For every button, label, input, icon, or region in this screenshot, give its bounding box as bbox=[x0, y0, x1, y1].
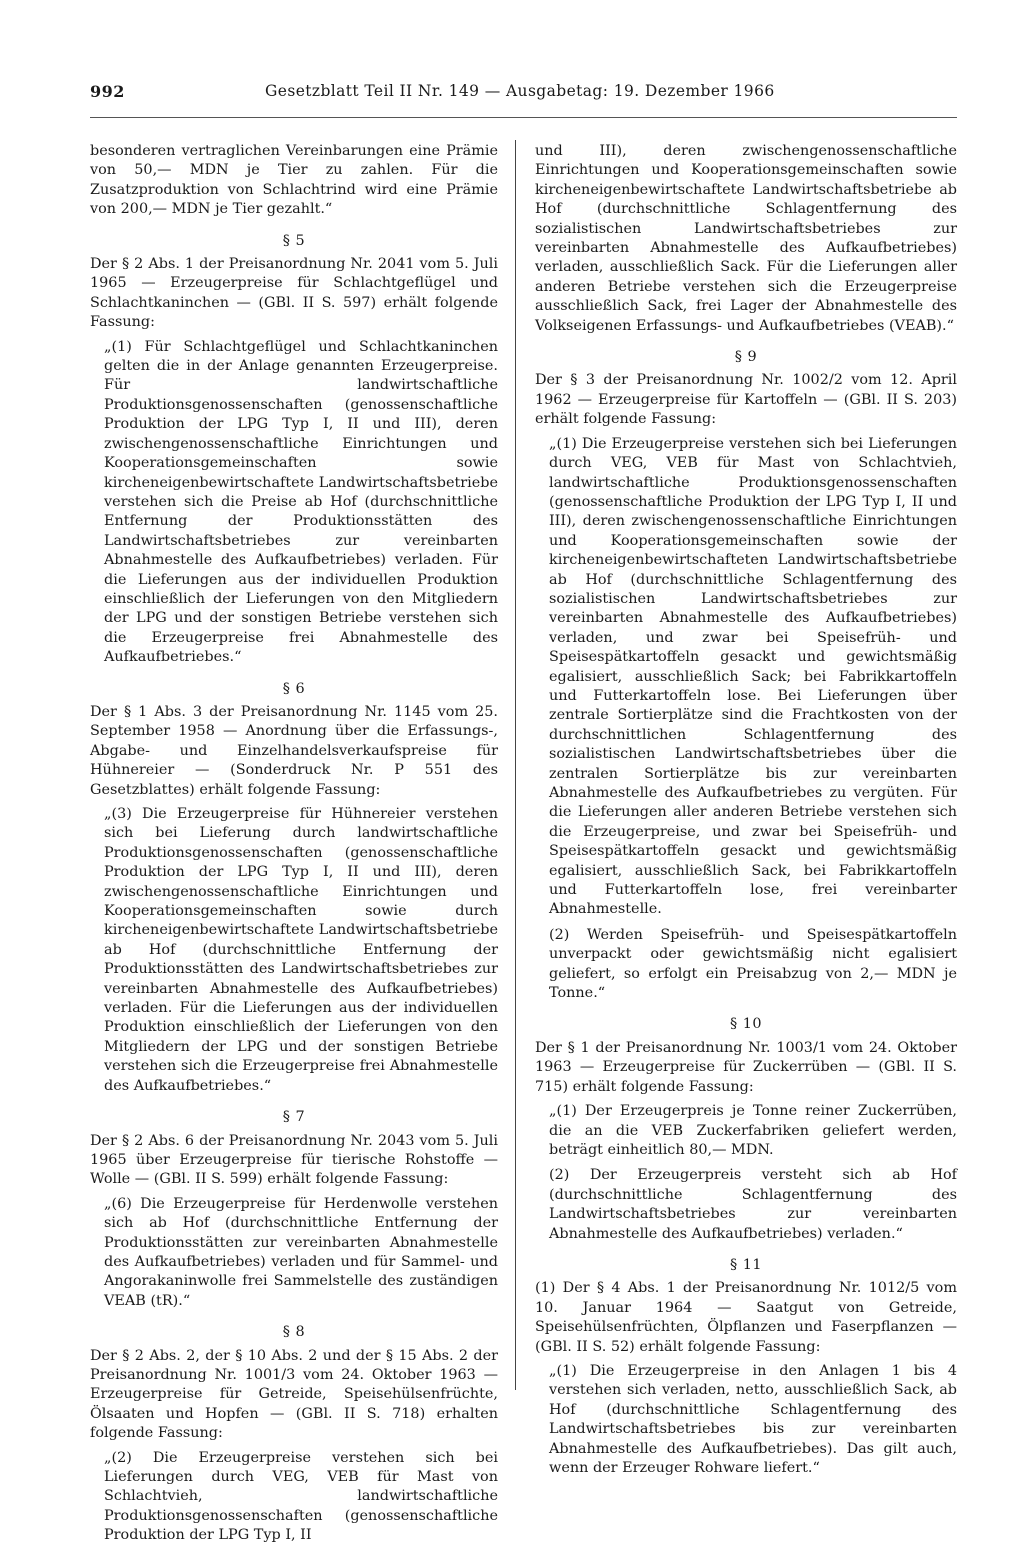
section-heading-11: § 11 bbox=[729, 1256, 763, 1273]
quoted-provision: (2) Werden Speisefrüh- und Speisespätkartoffeln unverpackt oder gewichtsmäßig nicht egalisiert geliefert, so erfolgt ein Preisabzug von 2,— MDN je Tonne.“ bbox=[549, 926, 957, 1002]
paragraph: Der § 2 Abs. 1 der Preisanordnung Nr. 2041 vom 5. Juli 1965 — Erzeugerpreise für Schlachtgeflügel und Schlachtkaninchen — (GBl. II S. 597) erhält folgende Fassung: bbox=[90, 256, 498, 331]
quoted-provision: (2) Der Erzeugerpreis versteht sich ab Hof (durchschnittliche Schlagentfernung des Landwirtschaftsbetriebes zur vereinbarten Abnahmestelle des Aufkaufbetriebes) verladen.“ bbox=[549, 1167, 957, 1242]
left-column bbox=[90, 142, 498, 1546]
page-number: 992 bbox=[90, 82, 125, 101]
section-heading-9: § 9 bbox=[734, 349, 758, 366]
quoted-provision: „(1) Die Erzeugerpreise in den Anlagen 1 bis 4 verstehen sich verladen, netto, ausschließlich Sack, ab Hof (durchschnittliche Schlagentfernung des Landwirtschaftsbetriebes bis zur vereinbarten Abnahmestelle des Aufkaufbetriebes). Das gilt auch, wenn der Erzeuger Rohware liefert.“ bbox=[549, 1362, 957, 1476]
section-heading-6: § 6 bbox=[282, 680, 306, 697]
quoted-provision: „(1) Die Erzeugerpreise verstehen sich bei Lieferungen durch VEG, VEB für Mast von Schlachtvieh, landwirtschaftliche Produktionsgenossenschaften (genossenschaftliche Produktion der LPG Typ I, II und III), deren zwischengenossenschaftliche Einrichtungen und Kooperationsgemeinschaften sowie der kircheneigenbewirtschafteten Landwirtschaftsbetriebe ab Hof (durchschnittliche Schlagentfernung des sozialistischen Landwirtschaftsbetriebes zur vereinbarten Abnahmestelle des Aufkaufbetriebes) verladen, und zwar bei Speisefrüh- und Speisespätkartoffeln gesackt und gewichtsmäßig egalisiert, ausschließlich Sack; bei Fabrikkartoffeln und Futterkartoffeln lose. Bei Lieferungen über zentrale Sortierplätze sind die Frachtkosten von der durchschnittlichen Schlagentfernung des sozialistischen Landwirtschaftsbetriebes über die zentralen Sortierplätze bis zur vereinbarten Abnahmestelle des Aufkaufbetriebes zu vergüten. Für die Lieferungen aller anderen Betriebe verstehen sich die Erzeugerpreise, und zwar bei Speisefrüh- und Speisespätkartoffeln gesackt und gewichtsmäßig egalisiert, ausschließlich Sack, bei Fabrikkartoffeln und Futterkartoffeln lose, frei vereinbarter Abnahmestelle. bbox=[549, 435, 957, 918]
quoted-provision: „(2) Die Erzeugerpreise verstehen sich bei Lieferungen durch VEG, VEB für Mast von Schlachtvieh, landwirtschaftliche Produktionsgenossenschaften (genossenschaftliche Produktion der LPG Typ I, II bbox=[104, 1449, 498, 1544]
paragraph: und III), deren zwischengenossenschaftliche Einrichtungen und Kooperationsgemeinschaften sowie kircheneigenbewirtschaftete Landwirtschaftsbetriebe ab Hof (durchschnittliche Schlagentfernung des sozialistischen Landwirtschaftsbetriebes zur vereinbarten Abnahmestelle des Aufkaufbetriebes) verladen, ausschließlich Sack. Für die Lieferungen aller anderen Betriebe verstehen sich die Erzeugerpreise ausschließlich Sack, frei Lager der Abnahmestelle des Volkseigenen Erfassungs- und Aufkaufbetriebes (VEAB).“ bbox=[535, 143, 957, 334]
section-heading-7: § 7 bbox=[282, 1109, 306, 1126]
paragraph: Der § 3 der Preisanordnung Nr. 1002/2 vom 12. April 1962 — Erzeugerpreise für Kartoffeln — (GBl. II S. 203) erhält folgende Fassung: bbox=[535, 372, 957, 428]
quoted-provision: „(6) Die Erzeugerpreise für Herdenwolle verstehen sich ab Hof (durchschnittliche Entfernung der Produktionsstätten zur vereinbarten Abnahmestelle des Aufkaufbetriebes) verladen und für Sammel- und Angorakaninwolle frei Sammelstelle des zuständigen VEAB (tR).“ bbox=[104, 1195, 498, 1309]
section-heading-8: § 8 bbox=[282, 1324, 306, 1341]
section-heading-5: § 5 bbox=[282, 232, 306, 249]
header-rule bbox=[90, 117, 957, 118]
paragraph: Der § 1 der Preisanordnung Nr. 1003/1 vom 24. Oktober 1963 — Erzeugerpreise für Zuckerrüben — (GBl. II S. 715) erhält folgende Fassung: bbox=[535, 1039, 957, 1095]
paragraph: (1) Der § 4 Abs. 1 der Preisanordnung Nr. 1012/5 vom 10. Januar 1964 — Saatgut von Getreide, Speisehülsenfrüchten, Ölpflanzen und Faserpflanzen — (GBl. II S. 52) erhält folgende Fassung: bbox=[535, 1280, 957, 1355]
paragraph: Der § 1 Abs. 3 der Preisanordnung Nr. 1145 vom 25. September 1958 — Anordnung über die Erfassungs-, Abgabe- und Einzelhandelsverkaufspreise für Hühnereier — (Sonderdruck Nr. P 551 des Gesetzblattes) erhält folgende Fassung: bbox=[90, 703, 498, 798]
right-column bbox=[535, 142, 957, 1478]
paragraph: Der § 2 Abs. 6 der Preisanordnung Nr. 2043 vom 5. Juli 1965 über Erzeugerpreise für tierische Rohstoffe — Wolle — (GBl. II S. 599) erhält folgende Fassung: bbox=[90, 1132, 498, 1188]
quoted-provision: „(1) Für Schlachtgeflügel und Schlachtkaninchen gelten die in der Anlage genannten Erzeugerpreise. Für landwirtschaftliche Produktionsgenossenschaften (genossenschaftliche Produktion der LPG Typ I, II und III), deren zwischengenossenschaftliche Einrichtungen und Kooperationsgemeinschaften sowie kircheneigenbewirtschaftete Landwirtschaftsbetriebe verstehen sich die Preise ab Hof (durchschnittliche Entfernung der Produktionsstätten des Landwirtschaftsbetriebes zur vereinbarten Abnahmestelle des Aufkaufbetriebes) verladen. Für die Lieferungen aus der individuellen Produktion einschließlich der Lieferungen von den Mitgliedern der LPG und der sonstigen Betriebe verstehen sich die Erzeugerpreise frei Abnahmestelle des Aufkaufbetriebes.“ bbox=[104, 338, 498, 666]
paragraph: besonderen vertraglichen Vereinbarungen eine Prämie von 50,— MDN je Tier zu zahlen. Für die Zusatzproduktion von Schlachtrind wird eine Prämie von 200,— MDN je Tier gezahlt.“ bbox=[90, 143, 498, 218]
quoted-provision: „(3) Die Erzeugerpreise für Hühnereier verstehen sich bei Lieferung durch landwirtschaftliche Produktionsgenossenschaften (genossenschaftliche Produktion der LPG Typ I, II und III), deren zwischengenossenschaftliche Einrichtungen und Kooperationsgemeinschaften sowie durch kircheneigenbewirtschaftete Landwirtschaftsbetriebe ab Hof (durchschnittliche Entfernung der Produktionsstätten des Landwirtschaftsbetriebes zur vereinbarten Abnahmestelle des Aufkaufbetriebes) verladen. Für die Lieferungen aus der individuellen Produktion einschließlich der Lieferungen von den Mitgliedern der LPG und der sonstigen Betriebe verstehen sich die Erzeugerpreise frei Abnahmestelle des Aufkaufbetriebes.“ bbox=[104, 806, 498, 1094]
section-heading-10: § 10 bbox=[729, 1016, 763, 1033]
quoted-provision: „(1) Der Erzeugerpreis je Tonne reiner Zuckerrüben, die an die VEB Zuckerfabriken geliefert werden, beträgt einheitlich 80,— MDN. bbox=[549, 1103, 957, 1158]
paragraph: Der § 2 Abs. 2, der § 10 Abs. 2 und der § 15 Abs. 2 der Preisanordnung Nr. 1001/3 vom 24. Oktober 1963 — Erzeugerpreise für Getreide, Speisehülsenfrüchte, Ölsaaten und Hopfen — (GBl. II S. 718) erhalten folgende Fassung: bbox=[90, 1347, 498, 1442]
header-title: Gesetzblatt Teil II Nr. 149 — Ausgabetag: 19. Dezember 1966 bbox=[265, 82, 775, 100]
page-header bbox=[90, 82, 960, 112]
column-divider bbox=[515, 140, 516, 1390]
